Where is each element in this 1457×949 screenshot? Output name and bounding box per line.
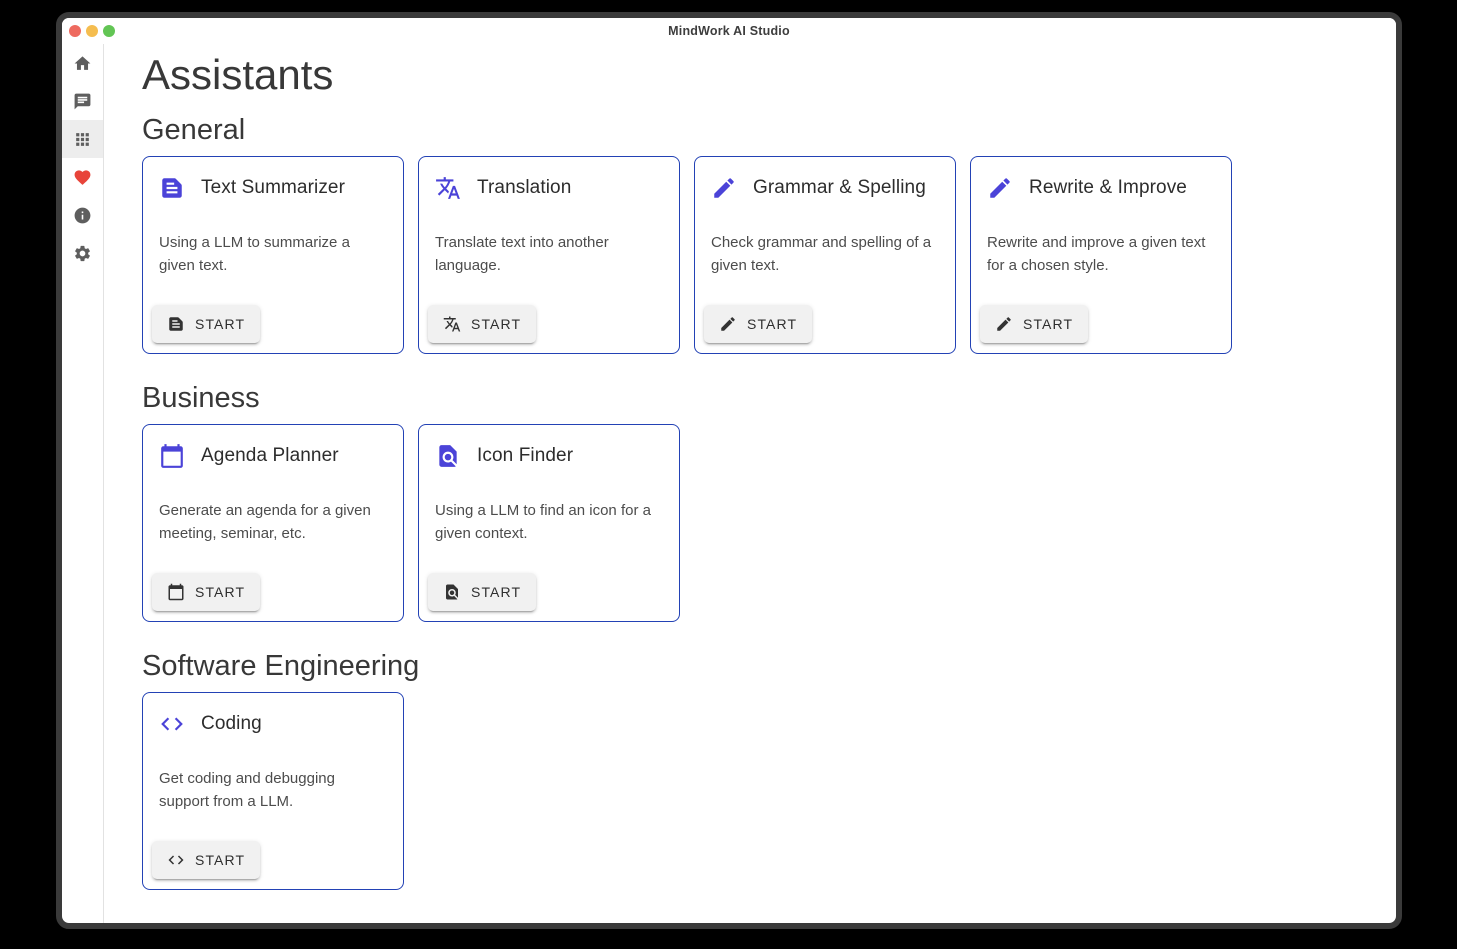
card-row (142, 692, 1376, 890)
apps-icon (73, 130, 92, 149)
find-in-page-icon (443, 583, 461, 601)
find-in-page-icon (435, 443, 461, 469)
start-button-label: START (747, 316, 798, 332)
titlebar (62, 18, 1396, 44)
card-header (159, 175, 387, 201)
card-description: Using a LLM to summarize a given text. (159, 234, 350, 274)
card-header (159, 443, 387, 469)
card-header (159, 711, 387, 737)
start-button-coding[interactable] (152, 841, 260, 879)
start-button-rewrite-improve[interactable] (980, 305, 1088, 343)
assistant-card-translation (418, 156, 680, 354)
start-button-label: START (471, 316, 522, 332)
sidebar (62, 44, 104, 923)
card-description: Check grammar and spelling of a given text. (711, 234, 932, 274)
section-software-engineering (142, 648, 1376, 890)
assistant-card-text-summarizer (142, 156, 404, 354)
section-heading: Business (142, 382, 260, 414)
sidebar-item-favorites[interactable] (62, 158, 103, 196)
sidebar-item-assistants[interactable] (62, 120, 103, 158)
assistant-card-rewrite-improve (970, 156, 1232, 354)
assistant-card-coding (142, 692, 404, 890)
app-window (56, 12, 1402, 929)
start-button-label: START (195, 852, 246, 868)
edit-icon (719, 315, 737, 333)
card-description: Using a LLM to find an icon for a given context. (435, 502, 651, 542)
card-row (142, 424, 1376, 622)
card-header (435, 443, 663, 469)
section-heading: Software Engineering (142, 650, 420, 682)
start-button-label: START (195, 316, 246, 332)
card-title: Agenda Planner (201, 445, 339, 466)
start-button-label: START (195, 584, 246, 600)
content-area (104, 44, 1396, 923)
start-button-agenda-planner[interactable] (152, 573, 260, 611)
heart-icon (73, 168, 92, 187)
calendar-icon (167, 583, 185, 601)
card-description: Rewrite and improve a given text for a chosen style. (987, 234, 1206, 274)
close-button[interactable] (69, 25, 81, 37)
start-button-label: START (1023, 316, 1074, 332)
card-title: Coding (201, 713, 262, 734)
sidebar-item-home[interactable] (62, 44, 103, 82)
calendar-icon (159, 443, 185, 469)
section-general (142, 112, 1376, 354)
card-description: Get coding and debugging support from a LLM. (159, 770, 335, 810)
edit-icon (995, 315, 1013, 333)
text-snippet-icon (159, 175, 185, 201)
card-header (711, 175, 939, 201)
assistant-card-grammar-spelling (694, 156, 956, 354)
start-button-icon-finder[interactable] (428, 573, 536, 611)
home-icon (73, 54, 92, 73)
start-button-text-summarizer[interactable] (152, 305, 260, 343)
info-icon (73, 206, 92, 225)
page-title: Assistants (142, 51, 334, 98)
sections-container (142, 112, 1376, 890)
zoom-button[interactable] (103, 25, 115, 37)
card-title: Text Summarizer (201, 177, 346, 198)
edit-icon (987, 175, 1013, 201)
minimize-button[interactable] (86, 25, 98, 37)
settings-icon (73, 244, 92, 263)
section-business (142, 380, 1376, 622)
assistant-card-agenda-planner (142, 424, 404, 622)
start-button-translation[interactable] (428, 305, 536, 343)
sidebar-item-settings[interactable] (62, 234, 103, 272)
card-row (142, 156, 1376, 354)
card-header (435, 175, 663, 201)
start-button-label: START (471, 584, 522, 600)
card-description: Translate text into another language. (435, 234, 609, 274)
text-snippet-icon (167, 315, 185, 333)
window-title: MindWork AI Studio (668, 24, 790, 38)
main-row (62, 44, 1396, 923)
translate-icon (435, 175, 461, 201)
card-title: Rewrite & Improve (1029, 177, 1187, 198)
edit-icon (711, 175, 737, 201)
sidebar-item-chats[interactable] (62, 82, 103, 120)
section-heading: General (142, 114, 246, 146)
code-icon (167, 851, 185, 869)
card-description: Generate an agenda for a given meeting, seminar, etc. (159, 502, 371, 542)
code-icon (159, 711, 185, 737)
chat-icon (73, 92, 92, 111)
traffic-lights (69, 25, 115, 37)
translate-icon (443, 315, 461, 333)
assistant-card-icon-finder (418, 424, 680, 622)
start-button-grammar-spelling[interactable] (704, 305, 812, 343)
card-title: Translation (477, 177, 572, 198)
card-title: Icon Finder (477, 445, 574, 466)
sidebar-item-about[interactable] (62, 196, 103, 234)
card-title: Grammar & Spelling (753, 177, 926, 198)
card-header (987, 175, 1215, 201)
